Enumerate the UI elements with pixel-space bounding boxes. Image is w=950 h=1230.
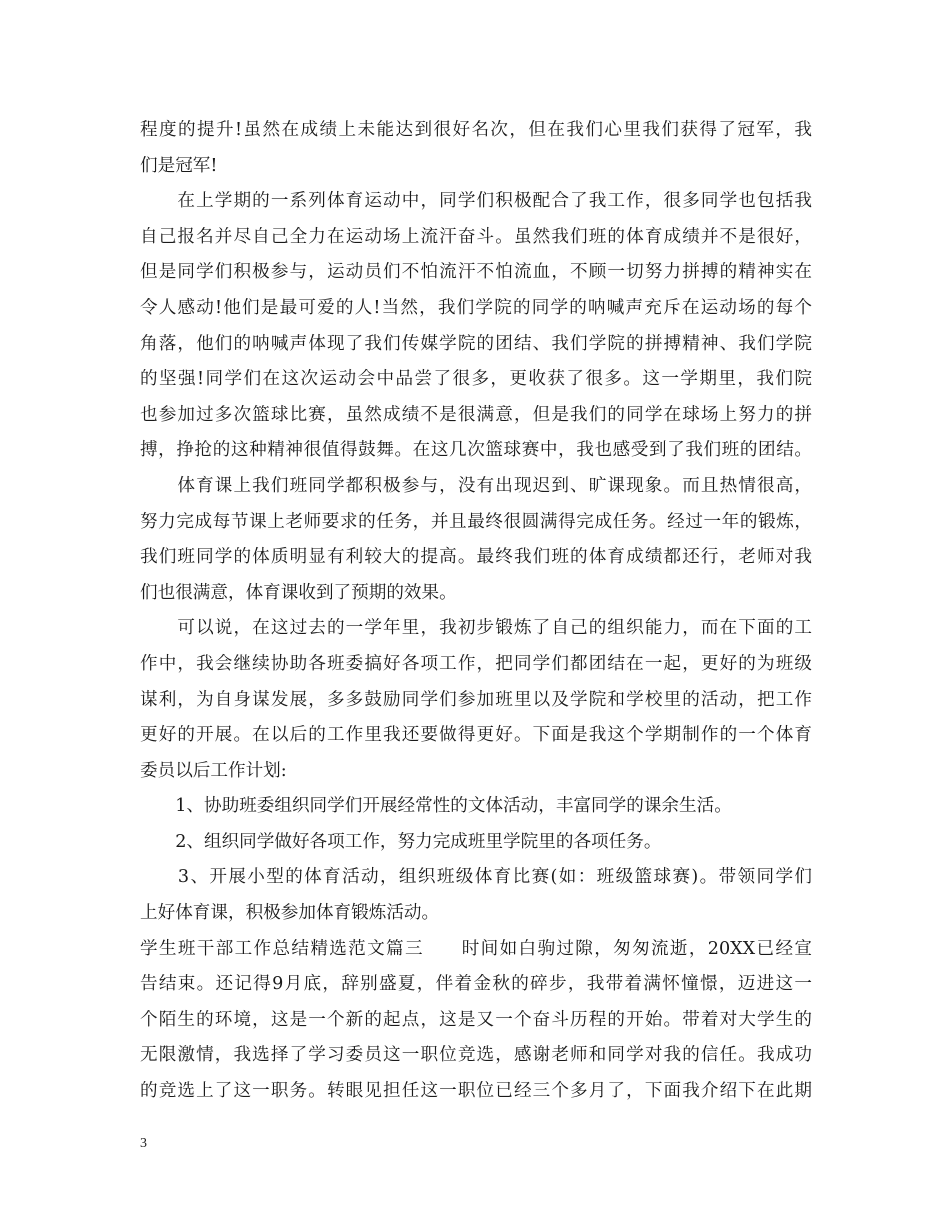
text-line: 我们班同学的体质明显有利较大的提高。最终我们班的体育成绩都还行，老师对我 <box>140 547 812 568</box>
text-line: 搏，挣抢的这种精神很值得鼓舞。在这几次篮球赛中，我也感受到了我们班的团结。 <box>140 440 812 461</box>
text-line: 的竞选上了这一职务。转眼见担任这一职位已经三个多月了，下面我介绍下在此期 <box>140 1081 812 1102</box>
text-line: 体育课上我们班同学都积极参与，没有出现迟到、旷课现象。而且热情很高， <box>140 475 812 496</box>
text-line: 在上学期的一系列体育运动中，同学们积极配合了我工作，很多同学也包括我 <box>140 191 812 212</box>
text-line: 作中，我会继续协助各班委搞好各项工作，把同学们都团结在一起，更好的为班级 <box>140 653 812 674</box>
text-line: 更好的开展。在以后的工作里我还要做得更好。下面是我这个学期制作的一个体育 <box>140 725 812 746</box>
text-line: 3、开展小型的体育活动，组织班级体育比赛(如：班级篮球赛)。带领同学们 <box>140 867 812 888</box>
text-line: 告结束。还记得9月底，辞别盛夏，伴着金秋的碎步，我带着满怀憧憬，迈进这一 <box>140 974 812 995</box>
text-line: 但是同学们积极参与，运动员们不怕流汗不怕流血，不顾一切努力拼搏的精神实在 <box>140 262 812 283</box>
text-line: 角落，他们的呐喊声体现了我们传媒学院的团结、我们学院的拼搏精神、我们学院 <box>140 333 812 354</box>
body-text <box>140 113 812 1110</box>
text-line: 也参加过多次篮球比赛，虽然成绩不是很满意，但是我们的同学在球场上努力的拼 <box>140 404 812 425</box>
text-line: 上好体育课，积极参加体育锻炼活动。 <box>140 903 440 924</box>
text-line: 程度的提升!虽然在成绩上未能达到很好名次，但在我们心里我们获得了冠军，我 <box>140 120 812 140</box>
text-line: 们也很满意，体育课收到了预期的效果。 <box>140 582 457 603</box>
text-line: 委员以后工作计划: <box>140 760 287 781</box>
page-number: 3 <box>140 1136 147 1151</box>
text-line: 谋利，为自身谋发展，多多鼓励同学们参加班里以及学院和学校里的活动，把工作 <box>140 689 812 710</box>
text-line: 无限激情，我选择了学习委员这一职位竞选，感谢老师和同学对我的信任。我成功 <box>140 1045 812 1066</box>
text-line: 个陌生的环境，这是一个新的起点，这是又一个奋斗历程的开始。带着对大学生的 <box>140 1009 812 1030</box>
text-line: 2、组织同学做好各项工作，努力完成班里学院里的各项任务。 <box>140 831 662 852</box>
text-line: 可以说，在这过去的一学年里，我初步锻炼了自己的组织能力，而在下面的工 <box>140 618 812 639</box>
text-line: 学生班干部工作总结精选范文篇三 时间如白驹过隙，匆匆流逝，20XX已经宣 <box>140 938 812 959</box>
text-line: 1、协助班委组织同学们开展经常性的文体活动，丰富同学的课余生活。 <box>140 796 732 817</box>
text-line: 的坚强!同学们在这次运动会中品尝了很多，更收获了很多。这一学期里，我们院 <box>140 369 812 390</box>
text-line: 令人感动!他们是最可爱的人!当然，我们学院的同学的呐喊声充斥在运动场的每个 <box>140 297 812 318</box>
text-line: 们是冠军! <box>140 155 218 176</box>
text-line: 自己报名并尽自己全力在运动场上流汗奋斗。虽然我们班的体育成绩并不是很好， <box>140 226 812 247</box>
text-line: 努力完成每节课上老师要求的任务，并且最终很圆满得完成任务。经过一年的锻炼， <box>140 511 812 532</box>
